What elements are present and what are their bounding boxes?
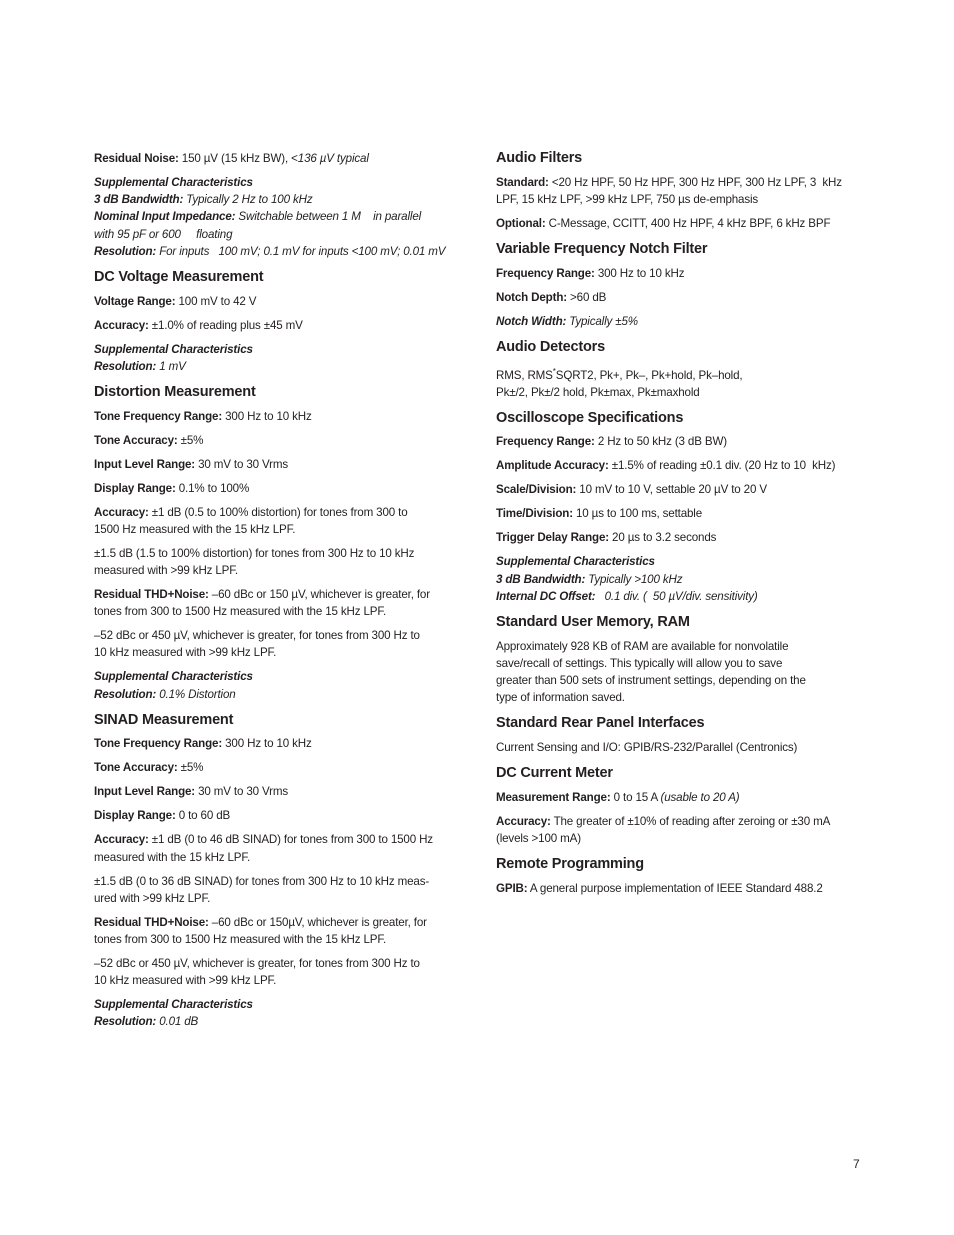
scope-time-division-spec: Time/Division: 10 µs to 100 ms, settable bbox=[496, 507, 703, 521]
distortion-tone-frequency-spec: Tone Frequency Range: 300 Hz to 10 kHz bbox=[94, 409, 312, 423]
notch-frequency-range-spec: Frequency Range: 300 Hz to 10 kHz bbox=[496, 266, 685, 280]
right-column bbox=[496, 150, 866, 897]
distortion-tone-accuracy-spec: Tone Accuracy: ±5% bbox=[94, 433, 204, 447]
section-title-audio-filters: Audio Filters bbox=[496, 150, 583, 166]
dc-voltage-accuracy-spec: Accuracy: ±1.0% of reading plus ±45 mV bbox=[94, 318, 303, 332]
section-title-user-memory: Standard User Memory, RAM bbox=[496, 613, 690, 630]
section-title-audio-detectors: Audio Detectors bbox=[496, 338, 605, 355]
dc-current-accuracy-spec: Accuracy: The greater of ±10% of reading after zeroing or ±30 mA (levels >100 mA) bbox=[496, 814, 831, 846]
supplemental-characteristics-noise: Supplemental Characteristics 3 dB Bandwidth: Typically 2 Hz to 100 kHz Nominal Input Impedance: Switchable between 1 M in parallel with 95 pF or 600 floating Resolution: For inputs 100 mV; 0.1 mV for inputs <100 mV; 0.01 mV bbox=[94, 176, 446, 258]
section-title-remote-programming: Remote Programming bbox=[496, 856, 644, 873]
sinad-input-level-spec: Input Level Range: 30 mV to 30 Vrms bbox=[94, 785, 289, 799]
audio-filters-optional-spec: Optional: C-Message, CCITT, 400 Hz HPF, 4 kHz BPF, 6 kHz BPF bbox=[496, 217, 831, 230]
supplemental-characteristics-sinad: Supplemental Characteristics Resolution: 0.01 dB bbox=[94, 998, 253, 1029]
distortion-input-level-spec: Input Level Range: 30 mV to 30 Vrms bbox=[94, 457, 289, 471]
section-title-dc-voltage: DC Voltage Measurement bbox=[94, 268, 264, 285]
sinad-display-range-spec: Display Range: 0 to 60 dB bbox=[94, 809, 231, 823]
user-memory-description: Approximately 928 KB of RAM are available for nonvolatile save/recall of settings. This typically will allow you to save greater than 500 sets of instrument settings, depending on the type of information saved. bbox=[496, 639, 806, 705]
scope-scale-division-spec: Scale/Division: 10 mV to 10 V, settable 20 µV to 20 V bbox=[496, 483, 767, 497]
sinad-residual-thd-extended-spec: –52 dBc or 450 µV, whichever is greater, for tones from 300 Hz to 10 kHz measured with >99 kHz LPF. bbox=[94, 957, 420, 988]
scope-trigger-delay-spec: Trigger Delay Range: 20 µs to 3.2 seconds bbox=[496, 531, 717, 545]
notch-width-spec: Notch Width: Typically ±5% bbox=[496, 314, 638, 328]
section-title-distortion: Distortion Measurement bbox=[94, 383, 256, 400]
sinad-accuracy-extended-spec: ±1.5 dB (0 to 36 dB SINAD) for tones from 300 Hz to 10 kHz meas- ured with >99 kHz LPF. bbox=[94, 874, 430, 905]
sinad-tone-frequency-spec: Tone Frequency Range: 300 Hz to 10 kHz bbox=[94, 737, 312, 751]
gpib-spec: GPIB: A general purpose implementation of IEEE Standard 488.2 bbox=[496, 881, 823, 895]
page-number: 7 bbox=[853, 1157, 860, 1171]
audio-filters-standard-spec: Standard: <20 Hz HPF, 50 Hz HPF, 300 Hz HPF, 300 Hz LPF, 3 kHz LPF, 15 kHz LPF, >99 kHz LPF, 750 µs de-emphasis bbox=[496, 175, 842, 206]
notch-depth-spec: Notch Depth: >60 dB bbox=[496, 290, 607, 304]
scope-frequency-range-spec: Frequency Range: 2 Hz to 50 kHz (3 dB BW) bbox=[496, 435, 727, 449]
supplemental-characteristics-dc-voltage: Supplemental Characteristics Resolution: 1 mV bbox=[94, 342, 253, 373]
section-title-rear-panel: Standard Rear Panel Interfaces bbox=[496, 715, 705, 732]
sinad-residual-thd-spec: Residual THD+Noise: –60 dBc or 150µV, whichever is greater, for tones from 300 to 1500 Hz measured with the 15 kHz LPF. bbox=[94, 915, 427, 947]
scope-amplitude-accuracy-spec: Amplitude Accuracy: ±1.5% of reading ±0.1 div. (20 Hz to 10 kHz) bbox=[496, 459, 836, 473]
rear-panel-interfaces-text: Current Sensing and I/O: GPIB/RS-232/Parallel (Centronics) bbox=[496, 741, 798, 755]
audio-detectors-list: RMS, RMS*SQRT2, Pk+, Pk–, Pk+hold, Pk–hold, Pk±/2, Pk±/2 hold, Pk±max, Pk±maxhold bbox=[496, 366, 743, 399]
distortion-accuracy-extended-spec: ±1.5 dB (1.5 to 100% distortion) for tones from 300 Hz to 10 kHz measured with >99 kHz LPF. bbox=[94, 546, 415, 578]
sinad-tone-accuracy-spec: Tone Accuracy: ±5% bbox=[94, 761, 204, 775]
supplemental-characteristics-scope: Supplemental Characteristics 3 dB Bandwidth: Typically >100 kHz Internal DC Offset: 0.1 div. ( 50 µV/div. sensitivity) bbox=[496, 555, 758, 603]
residual-noise-spec: Residual Noise: 150 µV (15 kHz BW), <136 µV typical bbox=[94, 152, 369, 165]
section-title-dc-current: DC Current Meter bbox=[496, 765, 613, 782]
distortion-residual-thd-extended-spec: –52 dBc or 450 µV, whichever is greater, for tones from 300 Hz to 10 kHz measured with >99 kHz LPF. bbox=[94, 629, 420, 660]
distortion-accuracy-spec: Accuracy: ±1 dB (0.5 to 100% distortion) for tones from 300 to 1500 Hz measured with the 15 kHz LPF. bbox=[94, 505, 408, 536]
left-column bbox=[94, 150, 464, 1031]
voltage-range-spec: Voltage Range: 100 mV to 42 V bbox=[94, 294, 257, 308]
dc-current-range-spec: Measurement Range: 0 to 15 A (usable to 20 A) bbox=[496, 790, 740, 804]
sinad-accuracy-spec: Accuracy: ±1 dB (0 to 46 dB SINAD) for tones from 300 to 1500 Hz measured with the 15 kHz LPF. bbox=[94, 833, 433, 864]
distortion-residual-thd-spec: Residual THD+Noise: –60 dBc or 150 µV, whichever is greater, for tones from 300 to 1500 Hz measured with the 15 kHz LPF. bbox=[94, 588, 430, 619]
distortion-display-range-spec: Display Range: 0.1% to 100% bbox=[94, 481, 250, 495]
section-title-oscilloscope: Oscilloscope Specifications bbox=[496, 409, 684, 426]
supplemental-characteristics-distortion: Supplemental Characteristics Resolution: 0.1% Distortion bbox=[94, 670, 253, 701]
section-title-notch-filter: Variable Frequency Notch Filter bbox=[496, 241, 708, 257]
section-title-sinad: SINAD Measurement bbox=[94, 711, 234, 728]
